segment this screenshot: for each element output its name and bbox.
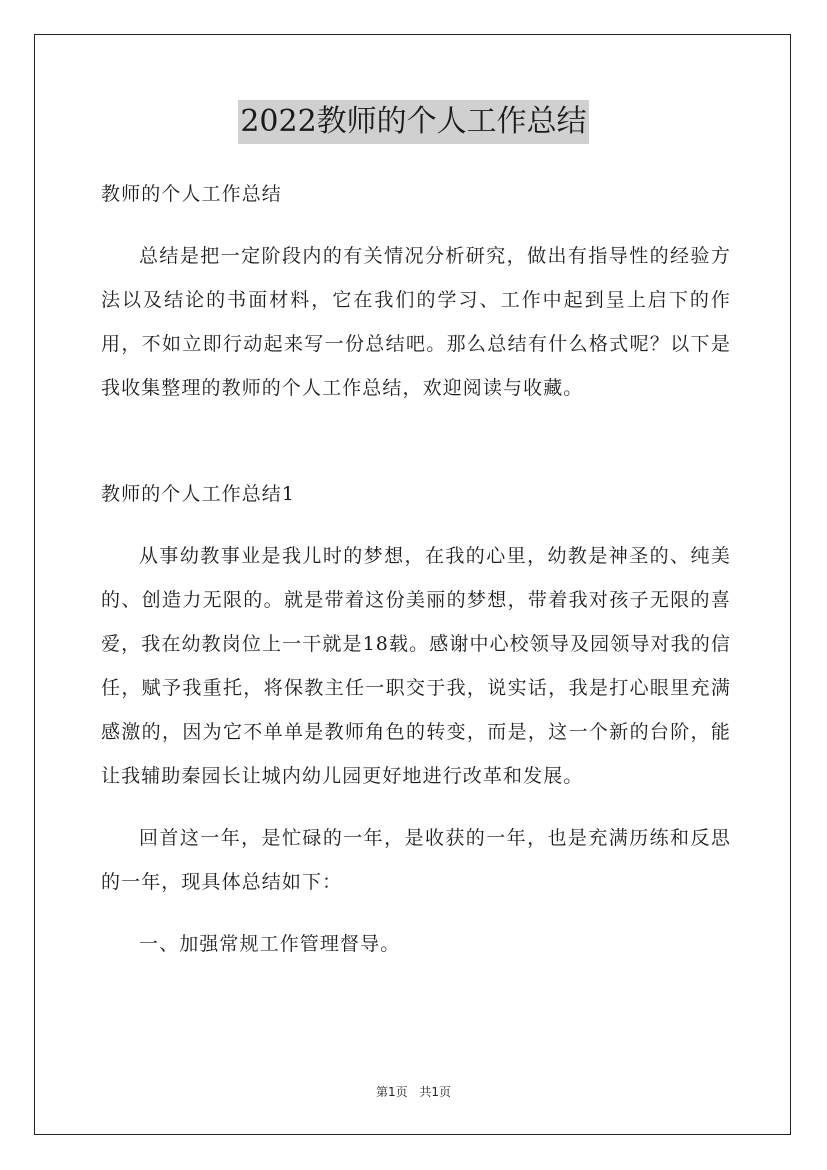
section-1-paragraph-1: 从事幼教事业是我儿时的梦想，在我的心里，幼教是神圣的、纯美的、创造力无限的。就是带着这份美丽的梦想，带着我对孩子无限的喜爱，我在幼教岗位上一干就是18载。感谢中心校领导及园领导对我的信任，赋予我重托，将保教主任一职交于我，说实话，我是打心眼里充满感激的，因为它不单单是教师角色的转变，而是，这一个新的台阶，能让我辅助秦园长让城内幼儿园更好地进行改革和发展。 — [101, 545, 731, 787]
section-1-paragraph-2: 回首这一年，是忙碌的一年，是收获的一年，也是充满历练和反思的一年，现具体总结如下： — [101, 827, 731, 893]
page-number-total: 共1页 — [419, 1085, 452, 1099]
title-container — [0, 100, 827, 144]
intro-heading: 教师的个人工作总结 — [101, 183, 282, 205]
page-number-current: 第1页 — [375, 1085, 408, 1099]
section-heading-1: 教师的个人工作总结1 — [101, 483, 296, 505]
document-title: 2022教师的个人工作总结 — [238, 100, 588, 144]
section-gap — [101, 410, 731, 454]
section-1-paragraph-3: 一、加强常规工作管理督导。 — [139, 933, 401, 955]
document-body — [101, 172, 731, 966]
page-footer — [0, 1083, 827, 1100]
intro-paragraph: 总结是把一定阶段内的有关情况分析研究，做出有指导性的经验方法以及结论的书面材料，它在我们的学习、工作中起到呈上启下的作用，不如立即行动起来写一份总结吧。那么总结有什么格式呢？以下是我收集整理的教师的个人工作总结，欢迎阅读与收藏。 — [101, 245, 731, 399]
